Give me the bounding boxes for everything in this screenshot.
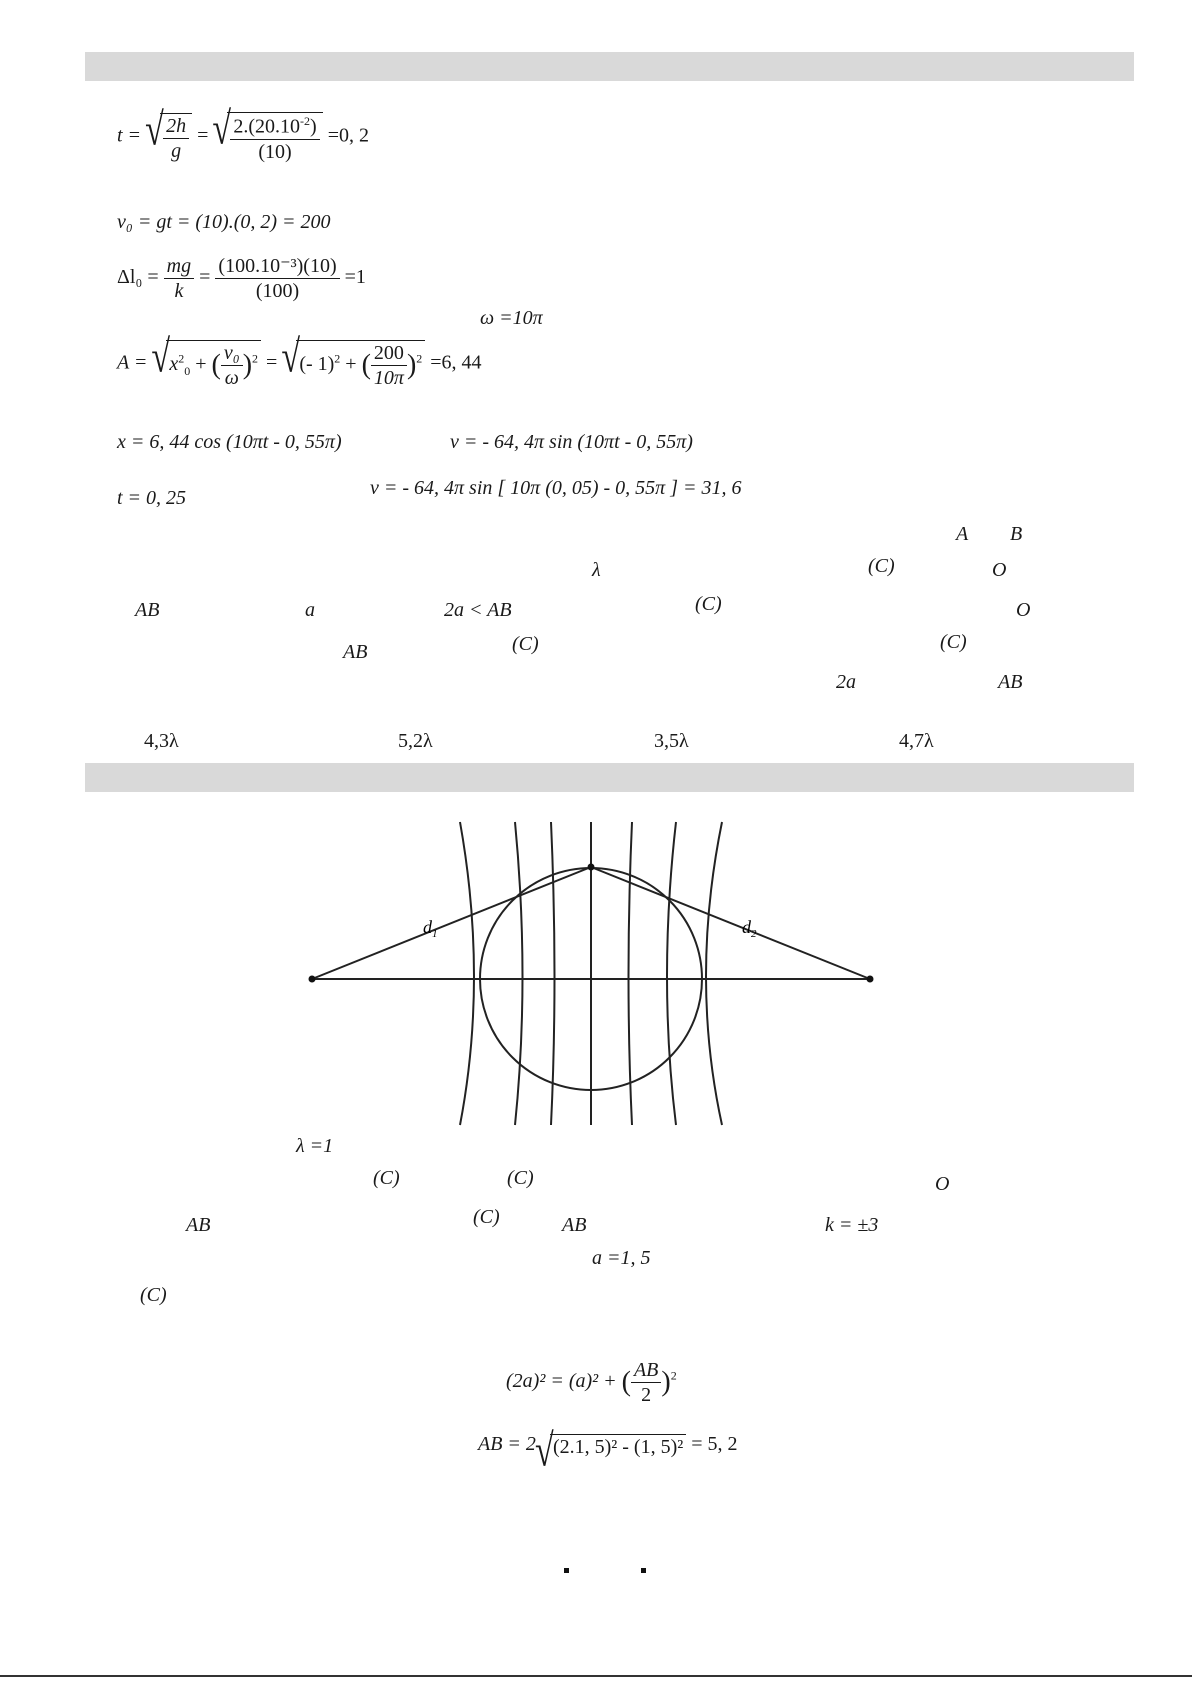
section-header-bar-2 [85, 763, 1134, 792]
choice-a[interactable]: 4,3λ [144, 730, 179, 752]
sym-B: B [1010, 523, 1023, 545]
t-lhs: t = [117, 124, 142, 147]
sym-C-1: (C) [868, 555, 895, 577]
sol-AB-2: AB [562, 1214, 587, 1236]
formula-x: x = 6, 44 cos (10πt - 0, 55π) [117, 431, 342, 453]
point-M [588, 864, 595, 871]
a-eq: a =1, 5 [592, 1247, 651, 1269]
choice-b[interactable]: 5,2λ [398, 730, 433, 752]
formula-amplitude: A = √ $x^2_0$ + ( $\frac{\text{v₀}}{\omega}$ )$^2$ = √ (- 1)$^2$ + ( $\frac{200}{10\pi}$ )$^2$ =6, 44 [117, 340, 482, 388]
formula-v: v = - 64, 4π sin (10πt - 0, 55π) [450, 431, 693, 453]
lambda-eq: λ =1 [296, 1135, 334, 1157]
formula-v-value: v = - 64, 4π sin [ 10π (0, 05) - 0, 55π ] = 31, 6 [370, 477, 742, 499]
hyperbola-right-3 [706, 822, 722, 1125]
sym-O-1: O [992, 559, 1007, 581]
section-header-bar-1 [85, 52, 1134, 81]
sym-2a: 2a [836, 671, 856, 693]
sol-O: O [935, 1173, 950, 1195]
solution-eq-2: AB = 2√ (2.1, 5)² - (1, 5)² = 5, 2 [478, 1434, 738, 1457]
label-d2: $d_2$ [742, 917, 757, 940]
decorative-dot-1 [564, 1568, 569, 1573]
decorative-dot-2 [641, 1568, 646, 1573]
hyperbola-left-3 [460, 822, 474, 1125]
sym-A: A [956, 523, 969, 545]
sym-AB-1: AB [135, 599, 160, 621]
sym-a: a [305, 599, 315, 621]
hyperbola-right-2 [667, 822, 676, 1125]
t-result: =0, 2 [327, 124, 369, 147]
segment-d1 [312, 867, 591, 979]
k-eq: k = ±3 [825, 1214, 879, 1236]
footer-rule [0, 1675, 1192, 1677]
formula-delta-l0: Δl₀ = $\frac{mg}{k}$ = $\frac{\text{(100.10⁻³)(10)}}{(100)}$ =1 [117, 255, 366, 302]
solution-eq-1: (2a)² = (a)² + ( $\frac{AB}{2}$ )$^2$ [506, 1359, 677, 1406]
sym-O-2: O [1016, 599, 1031, 621]
sym-C-2: (C) [695, 593, 722, 615]
sol-C-2: (C) [507, 1167, 534, 1189]
sym-C-3: (C) [512, 633, 539, 655]
hyperbola-right-1 [629, 822, 633, 1125]
point-A [309, 976, 316, 983]
sol-AB-1: AB [186, 1214, 211, 1236]
sqrt-2h-g: √ $\frac{2h}{g}$ [160, 113, 192, 161]
sym-AB-3: AB [998, 671, 1023, 693]
point-B [867, 976, 874, 983]
choice-c[interactable]: 3,5λ [654, 730, 689, 752]
hyperbola-left-2 [515, 822, 523, 1125]
choice-d[interactable]: 4,7λ [899, 730, 934, 752]
formula-omega: ω =10π [480, 307, 543, 329]
sym-AB-2: AB [343, 641, 368, 663]
formula-time: t = √ $\frac{2h}{g}$ = √ $\frac{2.(20.10^{-2})}{(10)}$ =0, 2 [117, 112, 369, 162]
sym-2a-lt-AB: 2a < AB [444, 599, 512, 621]
formula-v0: v₀ = gt = (10).(0, 2) = 200 [117, 211, 331, 233]
sqrt-numeric: √ $\frac{2.(20.10^{-2})}{(10)}$ [227, 112, 322, 162]
hyperbola-left-1 [551, 822, 555, 1125]
formula-t-value: t = 0, 25 [117, 487, 187, 509]
sym-C-4: (C) [940, 631, 967, 653]
segment-d2 [591, 867, 870, 979]
sol-C-4: (C) [140, 1284, 167, 1306]
sol-C-3: (C) [473, 1206, 500, 1228]
label-d1: $d_1$ [423, 917, 438, 940]
sym-lambda: λ [592, 559, 601, 581]
sol-C-1: (C) [373, 1167, 400, 1189]
circle-C [480, 868, 702, 1090]
